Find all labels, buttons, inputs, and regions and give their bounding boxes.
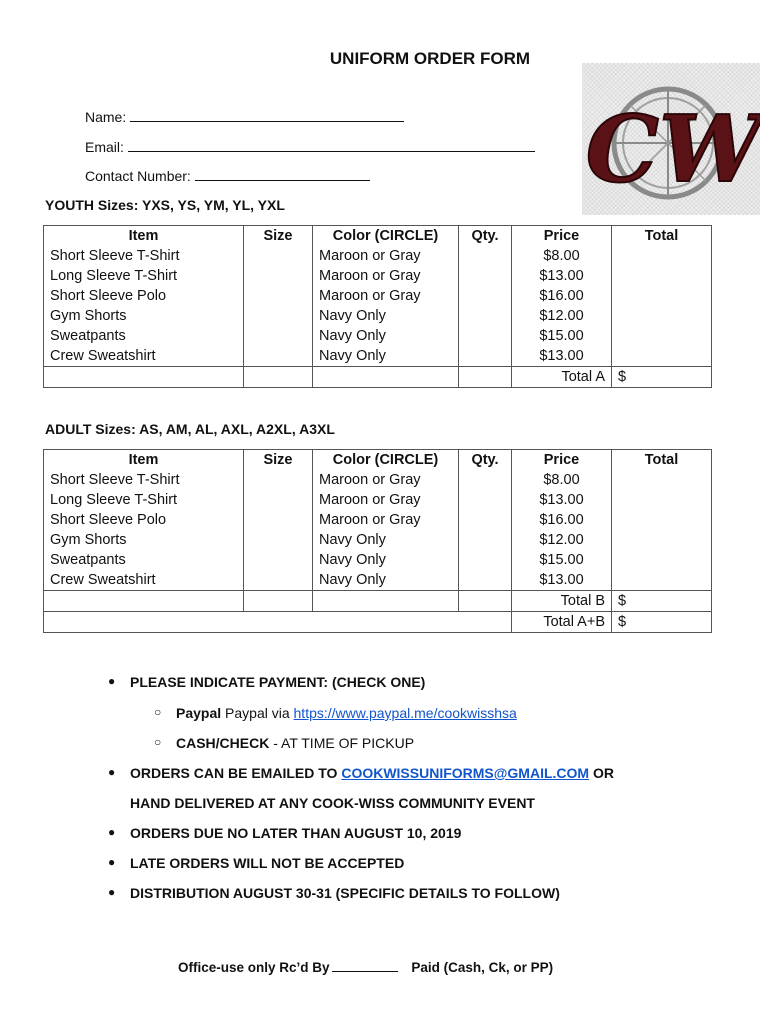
- column-header: Item: [44, 450, 244, 471]
- adult-order-table: [43, 449, 712, 633]
- column-header: Total: [612, 450, 712, 471]
- header-row: [44, 450, 712, 471]
- name-line[interactable]: [130, 108, 404, 122]
- size-cell[interactable]: [244, 550, 313, 570]
- payment-bullet: [108, 674, 425, 690]
- item-cell: Short Sleeve T-Shirt: [44, 470, 244, 490]
- grand-total-row: [44, 612, 712, 633]
- email-suffix: OR: [592, 765, 614, 781]
- empty-cell: [244, 591, 313, 612]
- qty-cell[interactable]: [459, 346, 512, 367]
- size-cell[interactable]: [244, 470, 313, 490]
- subtotal-label: Total B: [512, 591, 612, 612]
- qty-cell[interactable]: [459, 286, 512, 306]
- payment-heading: PLEASE INDICATE PAYMENT: (CHECK ONE): [130, 674, 426, 690]
- color-cell[interactable]: Navy Only: [313, 550, 459, 570]
- table-row: [44, 510, 712, 530]
- item-cell: Short Sleeve T-Shirt: [44, 246, 244, 266]
- table-row: [44, 346, 712, 367]
- qty-cell[interactable]: [459, 490, 512, 510]
- due-bullet: [108, 825, 461, 841]
- hollow-bullet-icon: ○: [154, 705, 162, 719]
- price-cell: $15.00: [512, 326, 612, 346]
- bullet-dot-icon: ●: [108, 885, 116, 899]
- paypal-text: Paypal via: [225, 705, 290, 721]
- subtotal-label: Total A: [512, 367, 612, 388]
- total-cell[interactable]: [612, 570, 712, 591]
- price-cell: $12.00: [512, 306, 612, 326]
- contact-label: Contact Number:: [85, 168, 191, 184]
- table-row: [44, 266, 712, 286]
- column-header: Qty.: [459, 226, 512, 247]
- subtotal-row: [44, 367, 712, 388]
- logo-emblem-icon: [582, 63, 760, 215]
- qty-cell[interactable]: [459, 246, 512, 266]
- distribution-text: DISTRIBUTION AUGUST 30-31 (SPECIFIC DETAILS TO FOLLOW): [130, 885, 560, 901]
- paypal-link[interactable]: https://www.paypal.me/cookwisshsa: [293, 705, 517, 721]
- price-cell: $13.00: [512, 570, 612, 591]
- bullet-dot-icon: ●: [108, 765, 116, 779]
- empty-cell: [313, 591, 459, 612]
- paypal-bold: Paypal: [176, 705, 222, 721]
- item-cell: Long Sleeve T-Shirt: [44, 490, 244, 510]
- total-cell[interactable]: [612, 266, 712, 286]
- item-cell: Crew Sweatshirt: [44, 346, 244, 367]
- price-cell: $13.00: [512, 266, 612, 286]
- table-row: [44, 530, 712, 550]
- empty-cell: [459, 367, 512, 388]
- total-cell[interactable]: [612, 286, 712, 306]
- empty-cell: [44, 591, 244, 612]
- cash-option[interactable]: [154, 735, 414, 751]
- youth-order-table: [43, 225, 712, 388]
- table-row: [44, 246, 712, 266]
- email-line[interactable]: [128, 138, 535, 152]
- table-row: [44, 570, 712, 591]
- contact-field: [85, 167, 370, 184]
- column-header: Price: [512, 226, 612, 247]
- email-line2: HAND DELIVERED AT ANY COOK-WISS COMMUNITY EVENT: [130, 795, 535, 811]
- adult-heading: ADULT Sizes: AS, AM, AL, AXL, A2XL, A3XL: [45, 421, 335, 437]
- paypal-option[interactable]: [154, 705, 517, 721]
- item-cell: Gym Shorts: [44, 306, 244, 326]
- cash-bold: CASH/CHECK: [176, 735, 270, 751]
- office-use-line: [178, 960, 553, 975]
- qty-cell[interactable]: [459, 550, 512, 570]
- total-cell[interactable]: [612, 306, 712, 326]
- color-cell[interactable]: Navy Only: [313, 570, 459, 591]
- color-cell[interactable]: Maroon or Gray: [313, 490, 459, 510]
- price-cell: $8.00: [512, 246, 612, 266]
- late-text: LATE ORDERS WILL NOT BE ACCEPTED: [130, 855, 405, 871]
- price-cell: $12.00: [512, 530, 612, 550]
- item-cell: Short Sleeve Polo: [44, 286, 244, 306]
- size-cell[interactable]: [244, 510, 313, 530]
- item-cell: Long Sleeve T-Shirt: [44, 266, 244, 286]
- name-label: Name:: [85, 109, 127, 125]
- grand-total-label: Total A+B: [512, 612, 612, 633]
- header-row: [44, 226, 712, 247]
- cash-text: - AT TIME OF PICKUP: [273, 735, 415, 751]
- color-cell[interactable]: Maroon or Gray: [313, 246, 459, 266]
- table-row: [44, 286, 712, 306]
- total-cell[interactable]: [612, 490, 712, 510]
- bullet-dot-icon: ●: [108, 825, 116, 839]
- table-row: [44, 306, 712, 326]
- total-cell[interactable]: [612, 550, 712, 570]
- subtotal-row: [44, 591, 712, 612]
- size-cell[interactable]: [244, 266, 313, 286]
- item-cell: Crew Sweatshirt: [44, 570, 244, 591]
- item-cell: Sweatpants: [44, 326, 244, 346]
- column-header: Color (CIRCLE): [313, 450, 459, 471]
- size-cell[interactable]: [244, 490, 313, 510]
- email-bullet: [108, 765, 614, 781]
- subtotal-value[interactable]: $: [612, 367, 712, 388]
- email-link[interactable]: COOKWISSUNIFORMS@GMAIL.COM: [341, 765, 590, 781]
- column-header: Item: [44, 226, 244, 247]
- color-cell[interactable]: Navy Only: [313, 306, 459, 326]
- column-header: Qty.: [459, 450, 512, 471]
- logo-letters: CW: [585, 95, 760, 203]
- price-cell: $8.00: [512, 470, 612, 490]
- qty-cell[interactable]: [459, 306, 512, 326]
- color-cell[interactable]: Navy Only: [313, 530, 459, 550]
- empty-cell: [244, 367, 313, 388]
- empty-cell: [459, 591, 512, 612]
- column-header: Price: [512, 450, 612, 471]
- total-cell[interactable]: [612, 530, 712, 550]
- color-cell[interactable]: Maroon or Gray: [313, 510, 459, 530]
- size-cell[interactable]: [244, 570, 313, 591]
- received-by-blank[interactable]: [332, 971, 398, 972]
- bullet-dot-icon: ●: [108, 674, 116, 688]
- qty-cell[interactable]: [459, 470, 512, 490]
- price-cell: $16.00: [512, 286, 612, 306]
- column-header: Color (CIRCLE): [313, 226, 459, 247]
- table-row: [44, 490, 712, 510]
- price-cell: $13.00: [512, 490, 612, 510]
- column-header: Total: [612, 226, 712, 247]
- size-cell[interactable]: [244, 306, 313, 326]
- qty-cell[interactable]: [459, 266, 512, 286]
- qty-cell[interactable]: [459, 530, 512, 550]
- column-header: Size: [244, 226, 313, 247]
- bullet-dot-icon: ●: [108, 855, 116, 869]
- size-cell[interactable]: [244, 346, 313, 367]
- qty-cell[interactable]: [459, 326, 512, 346]
- empty-cell: [44, 367, 244, 388]
- item-cell: Sweatpants: [44, 550, 244, 570]
- hollow-bullet-icon: ○: [154, 735, 162, 749]
- distribution-bullet: [108, 885, 560, 901]
- color-cell[interactable]: Navy Only: [313, 326, 459, 346]
- price-cell: $15.00: [512, 550, 612, 570]
- late-bullet: [108, 855, 404, 871]
- email-prefix: ORDERS CAN BE EMAILED TO: [130, 765, 338, 781]
- color-cell[interactable]: Navy Only: [313, 346, 459, 367]
- due-text: ORDERS DUE NO LATER THAN AUGUST 10, 2019: [130, 825, 462, 841]
- email-field: [85, 138, 535, 155]
- column-header: Size: [244, 450, 313, 471]
- color-cell[interactable]: Maroon or Gray: [313, 266, 459, 286]
- color-cell[interactable]: Maroon or Gray: [313, 470, 459, 490]
- table-row: [44, 326, 712, 346]
- grand-total-value[interactable]: $: [612, 612, 712, 633]
- page-title: UNIFORM ORDER FORM: [329, 49, 531, 68]
- empty-cell: [313, 367, 459, 388]
- size-cell[interactable]: [244, 246, 313, 266]
- empty-cell: [44, 612, 512, 633]
- size-cell[interactable]: [244, 286, 313, 306]
- color-cell[interactable]: Maroon or Gray: [313, 286, 459, 306]
- youth-heading: YOUTH Sizes: YXS, YS, YM, YL, YXL: [45, 197, 285, 213]
- item-cell: Short Sleeve Polo: [44, 510, 244, 530]
- table-row: [44, 470, 712, 490]
- total-cell[interactable]: [612, 470, 712, 490]
- qty-cell[interactable]: [459, 510, 512, 530]
- school-logo: [582, 63, 760, 215]
- total-cell[interactable]: [612, 246, 712, 266]
- total-cell[interactable]: [612, 510, 712, 530]
- table-row: [44, 550, 712, 570]
- name-field: [85, 108, 404, 125]
- total-cell[interactable]: [612, 346, 712, 367]
- size-cell[interactable]: [244, 326, 313, 346]
- subtotal-value[interactable]: $: [612, 591, 712, 612]
- email-label: Email:: [85, 139, 124, 155]
- price-cell: $13.00: [512, 346, 612, 367]
- office-label: Office-use only Rc’d By: [178, 960, 330, 975]
- total-cell[interactable]: [612, 326, 712, 346]
- paid-label: Paid (Cash, Ck, or PP): [411, 960, 554, 975]
- price-cell: $16.00: [512, 510, 612, 530]
- contact-line[interactable]: [195, 167, 370, 181]
- qty-cell[interactable]: [459, 570, 512, 591]
- item-cell: Gym Shorts: [44, 530, 244, 550]
- size-cell[interactable]: [244, 530, 313, 550]
